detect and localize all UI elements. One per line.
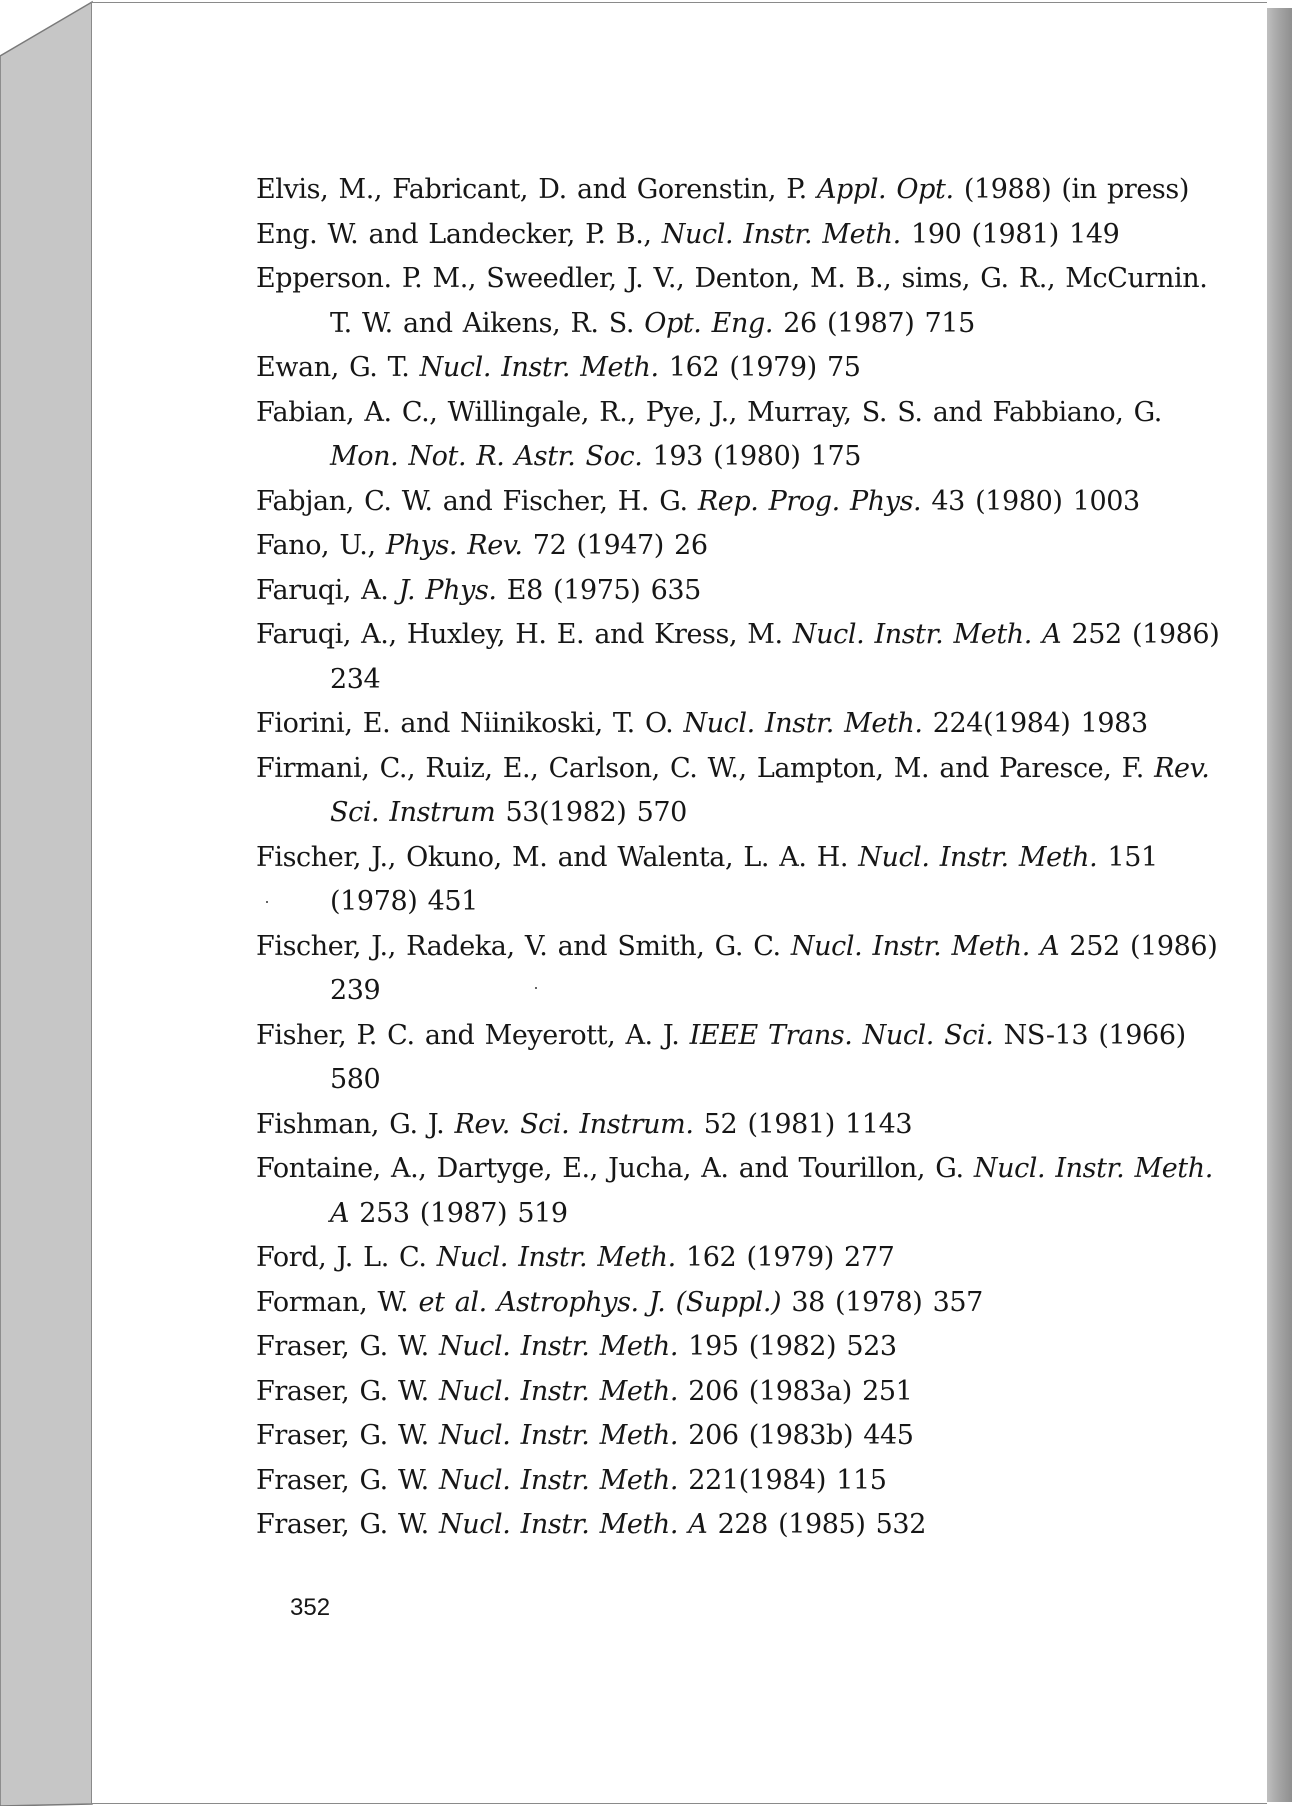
reference-text: Fischer, J., Okuno, M. and Walenta, L. A. H. — [256, 841, 859, 873]
reference-text: 26 (1987) 715 — [773, 307, 975, 339]
reference-text: T. W. and Aikens, R. S. — [330, 307, 645, 339]
journal-title-italic: Opt. Eng. — [644, 307, 774, 339]
reference-text: 206 (1983b) 445 — [678, 1420, 914, 1451]
reference-text: 151 — [1097, 841, 1158, 873]
reference-line — [256, 1503, 1156, 1548]
reference-line — [256, 480, 1156, 525]
reference-text: Elvis, M., Fabricant, D. and Gorenstin, P. — [256, 174, 817, 205]
reference-text: Fischer, J., Radeka, V. and Smith, G. C. — [256, 930, 791, 962]
reference-line — [256, 1014, 1186, 1059]
reference-entry — [256, 1325, 1156, 1370]
reference-entry — [256, 836, 1156, 925]
reference-entry — [256, 1459, 1156, 1504]
reference-entry — [256, 391, 1162, 480]
reference-text: 190 (1981) 149 — [900, 218, 1120, 250]
reference-text: E8 (1975) 635 — [496, 574, 701, 606]
reference-entry — [256, 1103, 1156, 1148]
reference-text: 234 — [330, 663, 381, 695]
reference-entry — [256, 1236, 1156, 1281]
journal-title-italic: Appl. Opt. — [816, 174, 954, 205]
reference-line — [256, 1147, 1213, 1192]
reference-text: 221(1984) 115 — [678, 1464, 887, 1496]
reference-line — [256, 1459, 1156, 1504]
reference-text: Fabjan, C. W. and Fischer, H. G. — [256, 485, 698, 517]
journal-title-italic: Nucl. Instr. Meth. A — [439, 1509, 708, 1540]
reference-entry — [256, 702, 1156, 747]
reference-entry — [256, 1147, 1213, 1236]
journal-title-italic: Phys. Rev. — [385, 530, 523, 561]
reference-line — [256, 1325, 1156, 1370]
journal-title-italic: Rep. Prog. Phys. — [697, 485, 922, 517]
reference-line — [256, 1281, 1156, 1326]
reference-entry — [256, 1281, 1156, 1326]
reference-continuation-line — [256, 1192, 1156, 1237]
journal-title-italic: Sci. Instrum — [330, 797, 496, 828]
reference-line — [256, 613, 1220, 658]
page-number: 352 — [290, 1594, 331, 1621]
reference-list — [256, 168, 1220, 1548]
journal-title-italic: Nucl. Instr. Meth. — [439, 1464, 679, 1496]
reference-entry — [256, 168, 1189, 213]
reference-line — [256, 346, 1156, 391]
reference-entry — [256, 524, 1156, 569]
reference-text: 206 (1983a) 251 — [678, 1375, 913, 1407]
journal-title-italic: A — [330, 1197, 350, 1229]
journal-title-italic: IEEE Trans. Nucl. Sci. — [689, 1019, 994, 1051]
reference-entry — [256, 1414, 1156, 1459]
reference-text: 38 (1978) 357 — [781, 1286, 983, 1318]
reference-text: Fabian, A. C., Willingale, R., Pye, J., Murray, S. S. and Fabbiano, G. — [256, 396, 1162, 428]
journal-title-italic: Nucl. Instr. Meth. A — [792, 619, 1062, 650]
reference-text: 252 (1986) — [1061, 619, 1220, 650]
reference-text: 252 (1986) — [1059, 930, 1218, 962]
reference-entry — [256, 569, 1156, 614]
reference-text: 224(1984) 1983 — [922, 708, 1148, 739]
reference-line — [256, 1414, 1156, 1459]
journal-title-italic: Nucl. Instr. Meth. — [436, 1242, 676, 1273]
reference-text: 162 (1979) 277 — [675, 1242, 895, 1273]
reference-entry — [256, 613, 1220, 702]
journal-title-italic: Nucl. Instr. Meth. — [439, 1420, 679, 1451]
reference-text: 162 (1979) 75 — [658, 352, 861, 383]
reference-text: Ford, J. L. C. — [256, 1242, 437, 1273]
reference-text: 72 (1947) 26 — [522, 530, 708, 561]
reference-text: 239 — [330, 975, 381, 1006]
reference-entry — [256, 1503, 1156, 1548]
reference-continuation-line — [256, 658, 1156, 703]
reference-line — [256, 1370, 1156, 1415]
reference-line — [256, 1236, 1156, 1281]
reference-continuation-line — [256, 791, 1156, 836]
reference-text: Epperson. P. M., Sweedler, J. V., Denton, M. B., sims, G. R., McCurnin. — [256, 263, 1208, 294]
journal-title-italic: Mon. Not. R. Astr. Soc. — [330, 441, 643, 472]
journal-title-italic: Nucl. Instr. Meth. A — [790, 930, 1060, 962]
reference-line — [256, 747, 1210, 792]
reference-text: Eng. W. and Landecker, P. B., — [256, 218, 662, 250]
reference-text: Fraser, G. W. — [256, 1375, 440, 1407]
reference-text: Fraser, G. W. — [256, 1420, 440, 1451]
reference-text: Firmani, C., Ruiz, E., Carlson, C. W., Lampton, M. and Paresce, F. — [256, 752, 1155, 784]
reference-text: 52 (1981) 1143 — [693, 1108, 913, 1140]
journal-title-italic: Nucl. Instr. Meth. — [439, 1375, 679, 1407]
reference-continuation-line — [256, 969, 1156, 1014]
reference-line — [256, 702, 1156, 747]
reference-line — [256, 213, 1156, 258]
reference-text: (1988) (in press) — [953, 174, 1189, 205]
scan-speck — [535, 987, 537, 989]
reference-line — [256, 925, 1218, 970]
reference-line — [256, 1103, 1156, 1148]
reference-text: 53(1982) 570 — [495, 797, 687, 828]
journal-title-italic: Nucl. Instr. Meth. — [439, 1331, 679, 1362]
reference-continuation-line — [256, 435, 1156, 480]
reference-entry — [256, 213, 1156, 258]
reference-text: Forman, W. — [256, 1286, 419, 1318]
reference-entry — [256, 257, 1208, 346]
reference-entry — [256, 1014, 1186, 1103]
reference-entry — [256, 346, 1156, 391]
reference-line — [256, 524, 1156, 569]
journal-title-italic: Nucl. Instr. Meth. — [683, 708, 923, 739]
reference-text: Fontaine, A., Dartyge, E., Jucha, A. and Tourillon, G. — [256, 1153, 974, 1184]
reference-text: NS-13 (1966) — [993, 1019, 1186, 1051]
reference-entry — [256, 925, 1218, 1014]
reference-text: (1978) 451 — [330, 886, 478, 917]
reference-text: Faruqi, A. — [256, 574, 399, 606]
reference-text: Fraser, G. W. — [256, 1464, 440, 1496]
journal-title-italic: Rev. Sci. Instrum. — [454, 1108, 694, 1140]
reference-entry — [256, 747, 1210, 836]
reference-text: 228 (1985) 532 — [707, 1509, 926, 1540]
journal-title-italic: Nucl. Instr. Meth. — [858, 841, 1098, 873]
reference-entry — [256, 1370, 1156, 1415]
reference-text: 253 (1987) 519 — [349, 1197, 568, 1229]
reference-line — [256, 836, 1156, 881]
journal-title-italic: J. Phys. — [398, 574, 497, 606]
reference-text: Fiorini, E. and Niinikoski, T. O. — [256, 708, 684, 739]
reference-text: Fraser, G. W. — [256, 1509, 440, 1540]
reference-continuation-line — [256, 880, 1156, 925]
reference-entry — [256, 480, 1156, 525]
journal-title-italic: et al. Astrophys. J. (Suppl.) — [418, 1286, 782, 1318]
reference-text: 580 — [330, 1064, 381, 1095]
reference-continuation-line — [256, 302, 1156, 347]
journal-title-italic: Nucl. Instr. Meth. — [419, 352, 659, 383]
journal-title-italic: Nucl. Instr. Meth. — [661, 218, 901, 250]
reference-text: Faruqi, A., Huxley, H. E. and Kress, M. — [256, 619, 793, 650]
journal-title-italic: Nucl. Instr. Meth. — [973, 1153, 1213, 1184]
reference-text: Fano, U., — [256, 530, 386, 561]
reference-line — [256, 569, 1156, 614]
reference-text: Fraser, G. W. — [256, 1331, 440, 1362]
reference-text: 43 (1980) 1003 — [921, 485, 1140, 517]
reference-line — [256, 168, 1189, 213]
reference-text: 195 (1982) 523 — [678, 1331, 897, 1362]
reference-line — [256, 391, 1162, 436]
reference-line — [256, 257, 1208, 302]
journal-title-italic: Rev. — [1154, 752, 1210, 784]
scan-speck — [266, 901, 268, 903]
reference-text: Ewan, G. T. — [256, 352, 420, 383]
reference-text: 193 (1980) 175 — [642, 441, 862, 472]
reference-text: Fishman, G. J. — [256, 1108, 455, 1140]
reference-text: Fisher, P. C. and Meyerott, A. J. — [256, 1019, 690, 1051]
reference-continuation-line — [256, 1058, 1156, 1103]
